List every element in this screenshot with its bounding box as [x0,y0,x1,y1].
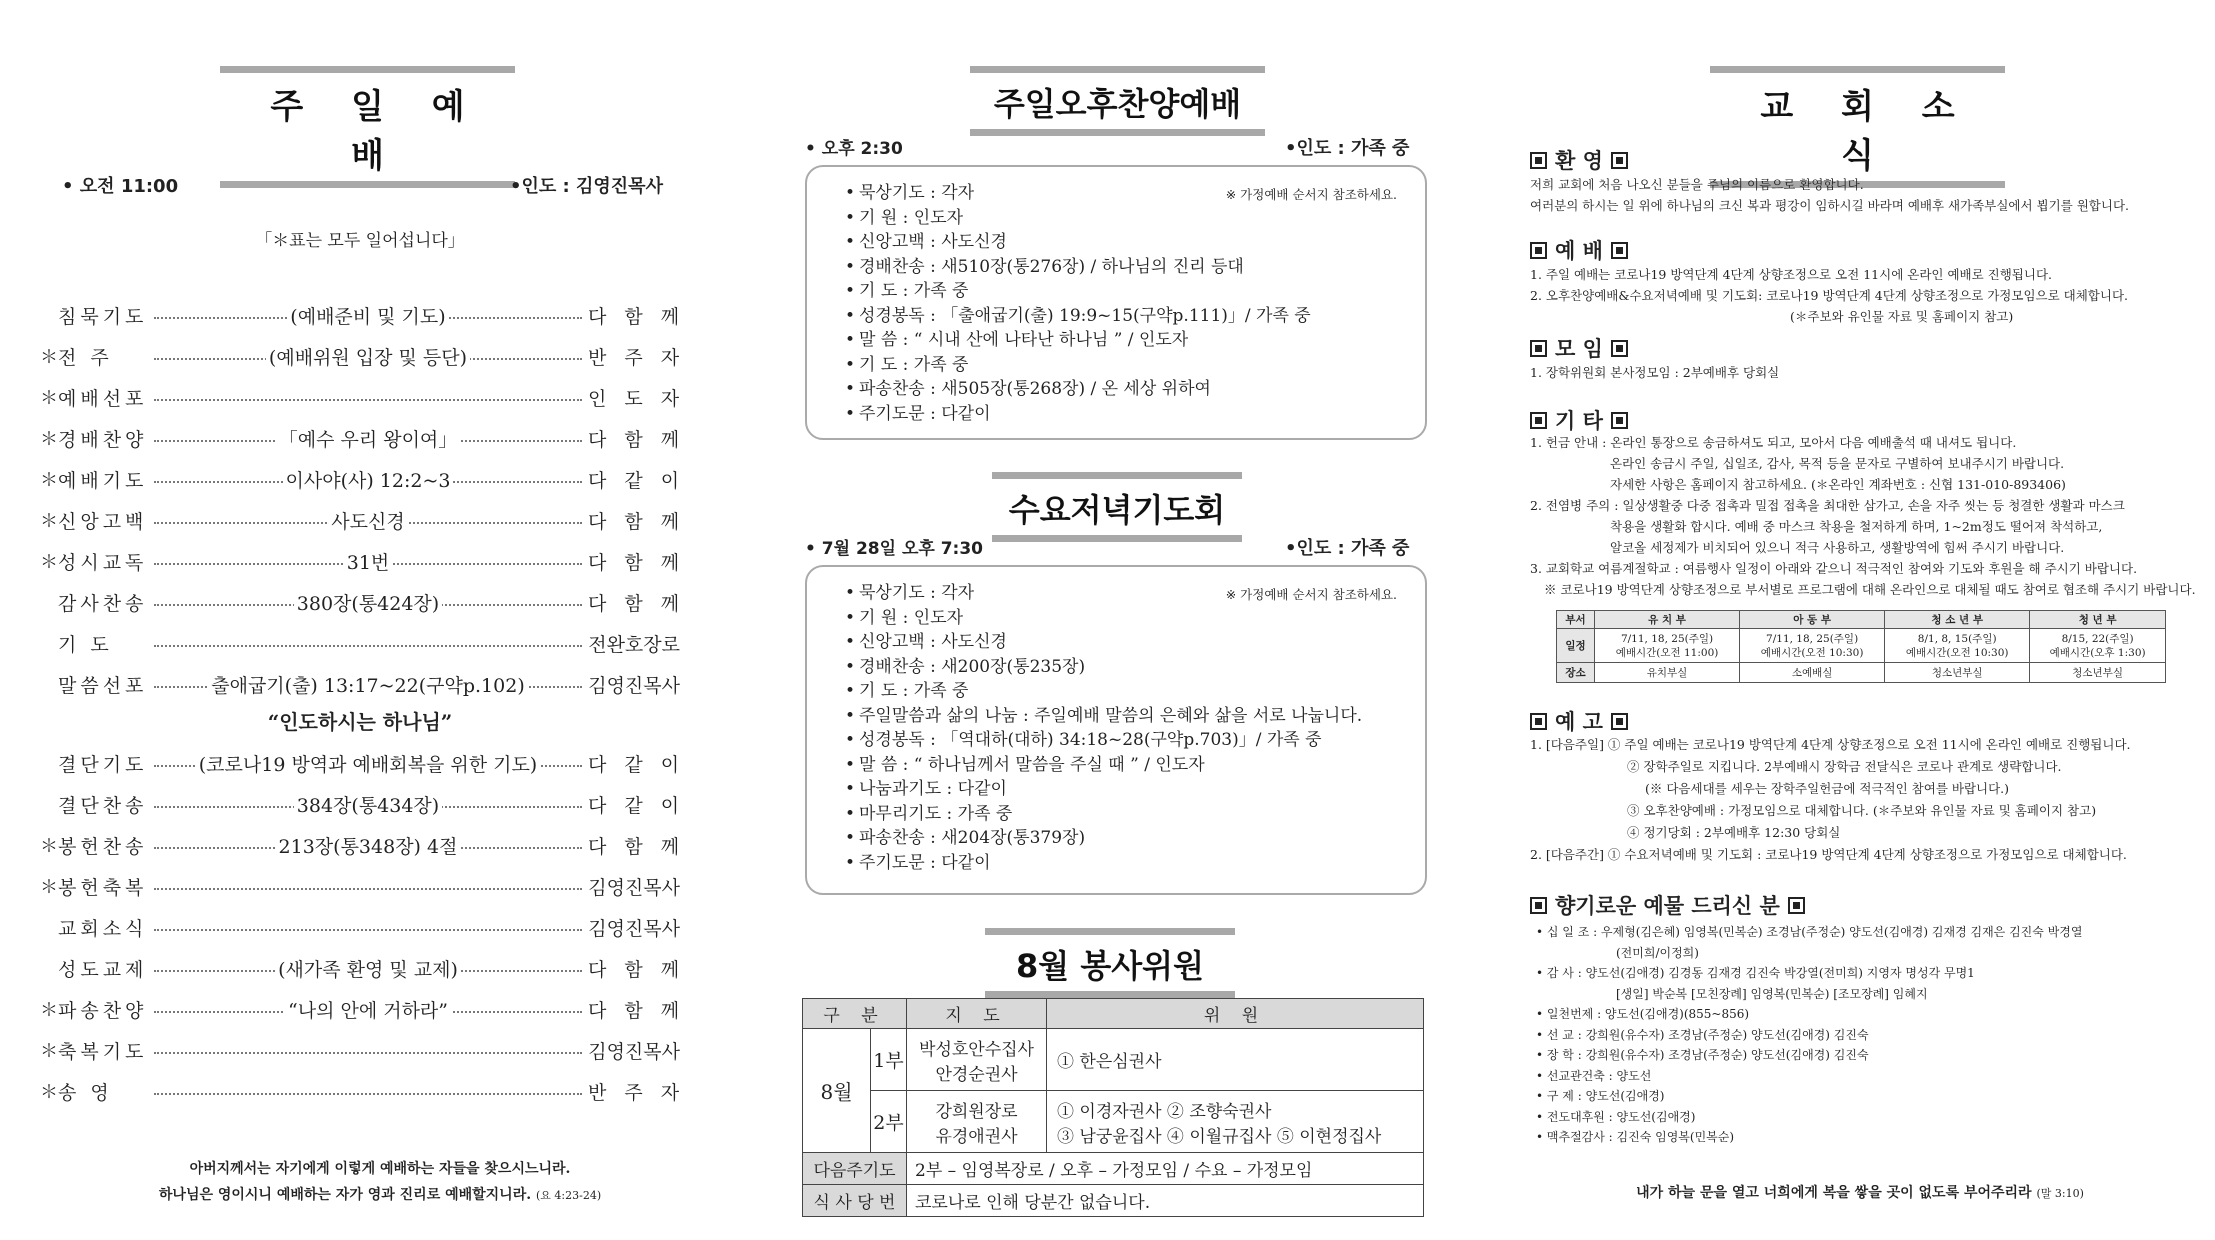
order-person: 반 주 자 [588,1081,686,1104]
order-dots [148,505,588,535]
order-name: 결단찬송 [58,794,148,817]
wednesday-title: 수요저녁기도회 [1008,491,1226,529]
square-icon [1611,242,1628,259]
sunday-time: • 오전 11:00 [62,176,179,197]
afternoon-order-item: • 신앙고백 : 사도신경 [807,230,1425,255]
offer-building: • 선교관건축 : 양도선 [1536,1068,1652,1083]
meal-duty-value: 코로나로 인해 당분간 없습니다. [907,1185,1424,1217]
square-icon [1611,713,1628,730]
order-dots [148,300,588,330]
wednesday-order-item: • 묵상기도 : 각자 [807,581,1425,606]
square-icon [1530,242,1547,259]
afternoon-title-banner [970,66,1265,136]
order-detail: (새가족 환영 및 교제) [275,955,461,982]
order-name: 신앙고백 [58,510,148,533]
order-row [40,341,686,371]
order-star: ＊ [40,836,58,857]
order-dots [148,628,588,658]
sunday-footer-line1: 아버지께서는 자기에게 이렇게 예배하는 자들을 찾으시느니라. [189,1161,571,1177]
school-header-dept: 부서 [1557,611,1595,629]
summer-school-table [1556,610,2166,683]
order-detail: 31번 [344,548,393,575]
order-row [40,423,686,453]
square-icon [1530,897,1547,914]
order-detail: 384장(통434장) [294,791,442,818]
next-prayer-value: 2부 – 임영복장로 / 오후 – 가정모임 / 수요 – 가정모임 [907,1153,1424,1185]
news-footer-text: 내가 하늘 문을 열고 너희에게 복을 쌓을 곳이 없도록 부어주리라 [1636,1185,2032,1201]
lead-1b: 안경순권사 [935,1064,1018,1085]
wednesday-title-banner [992,472,1242,542]
wednesday-order-item: • 기 도 : 가족 중 [807,679,1425,704]
order-name: 송 영 [58,1081,113,1104]
etc-line-5: 착용을 생활화 합시다. 예배 중 마스크 착용을 철저하게 하며, 1~2m정도 떨어져 착석하고, [1610,519,2103,534]
lead-2 [907,1091,1047,1153]
afternoon-order-item: • 기 도 : 가족 중 [807,279,1425,304]
lead-2a: 강희원장로 [935,1101,1018,1122]
sermon-title: “인도하시는 하나님” [267,710,453,734]
offer-thanks: • 감 사 : 양도선(김애경) 김경동 김재경 김진숙 박강열(전미희) 지영자 명성각 무명1 [1536,966,1975,980]
order-star: ＊ [40,552,58,573]
order-row [40,789,686,819]
order-star: ＊ [40,1082,58,1103]
order-person: 다 함 께 [588,305,686,328]
square-icon [1611,412,1628,429]
place-children: 소예배실 [1740,663,1885,683]
order-row [40,912,680,942]
square-icon [1611,152,1628,169]
offering-heading-text: 향기로운 예물 드리신 분 [1555,894,1780,918]
order-detail: (코로나19 방역과 예배회복을 위한 기도) [196,750,540,777]
schedule-young-adult: 8/15, 22(주일) 예배시간(오후 1:30) [2030,629,2166,663]
wednesday-order-item: • 신앙고백 : 사도신경 [807,630,1425,655]
offering-text [1536,922,2082,1148]
header-lead: 지 도 [907,999,1047,1029]
school-schedule-row [1557,629,2166,663]
school-header-row [1557,611,2166,629]
order-row [40,953,686,983]
order-name: 축복기도 [58,1040,148,1063]
welcome-line-1: 저희 교회에 처음 나오신 분들을 주님의 이름으로 환영합니다. [1530,177,1864,192]
sunday-leader: •인도 : 김영진목사 [510,176,663,197]
order-name: 결단기도 [58,753,148,776]
offer-thanks-cont: [생일] 박순복 [모친장례] 임영복(민복순) [조모장례] 임혜지 [1616,986,1928,1001]
schedule-label: 일정 [1557,629,1595,663]
wednesday-order-list [807,581,1425,875]
offer-relief: • 구 제 : 양도선(김애경) [1536,1089,1665,1103]
school-header-youth: 청 소 년 부 [1885,611,2030,629]
etc-line-7: 3. 교회학교 여름계절학교 : 여름행사 일정이 아래와 같으니 적극적인 참여와 기도와 후원을 해 주시기 바랍니다. [1530,561,2138,576]
order-dots [148,1035,588,1065]
order-name: 성도교제 [58,958,148,981]
afternoon-order-item: • 성경봉독 : 「출애굽기(출) 19:9~15(구약p.111)」/ 가족 중 [807,304,1425,329]
notice-line-5: ④ 정기당회 : 2부예배후 12:30 당회실 [1627,825,1841,840]
order-person: 반 주 자 [588,346,686,369]
wednesday-order-item: • 기 원 : 인도자 [807,606,1425,631]
order-row [40,546,686,576]
sunday-worship-column [40,0,700,1240]
wednesday-order-item: • 성경봉독 : 「역대하(대하) 34:18~28(구약p.703)」/ 가족 중 [807,728,1425,753]
etc-line-4: 2. 전염병 주의 : 일상생활중 다중 접촉과 밀접 접촉을 최대한 삼가고, 손을 자주 씻는 등 청결한 생활과 마스크 [1530,498,2125,513]
order-dots [148,423,588,453]
volunteers-title-banner [985,928,1235,998]
order-row [40,628,680,658]
lead-1a: 박성호안수집사 [919,1039,1034,1060]
order-row [40,382,686,412]
afternoon-leader: •인도 : 가족 중 [1285,138,1410,159]
wednesday-order-item: • 파송찬송 : 새204장(통379장) [807,826,1425,851]
next-prayer-label: 다음주기도 [803,1153,907,1185]
place-youth: 청소년부실 [1885,663,2030,683]
wednesday-note: ※ 가정예배 순서지 참조하세요. [1225,587,1397,602]
order-star: ＊ [40,470,58,491]
worship-line-2: 2. 오후찬양예배&수요저녁예배 및 기도회: 코로나19 방역단계 4단계 상향조정으로 가정모임으로 대체합니다. [1530,288,2129,303]
afternoon-order-item: • 파송찬송 : 새505장(통268장) / 온 세상 위하여 [807,377,1425,402]
wednesday-order-item: • 마무리기도 : 가족 중 [807,802,1425,827]
order-dots [148,587,588,617]
etc-line-8: ※ 코로나19 방역단계 상향조정으로 부서별로 프로그램에 대해 온라인으로 대체될 때도 참여로 협조해 주시기 바랍니다. [1544,582,2196,597]
order-name: 전 주 [58,346,113,369]
members-2b: ③ 남궁윤집사 ④ 이월규집사 ⑤ 이현정집사 [1057,1126,1382,1147]
order-detail: 「예수 우리 왕이여」 [276,425,461,452]
order-detail: 출애굽기(출) 13:17~22(구약p.102) [208,671,528,698]
order-detail: (예배위원 입장 및 등단) [266,343,470,370]
volunteers-row-1 [803,1029,1424,1091]
sunday-title-banner [220,66,515,188]
header-members: 위 원 [1047,999,1424,1029]
order-dots [148,748,588,778]
square-icon [1530,152,1547,169]
order-person: 다 같 이 [588,469,686,492]
meeting-line-1: 1. 장학위원회 본사정모임 : 2부예배후 당회실 [1530,365,1780,380]
month-cell: 8월 [803,1029,871,1153]
order-person: 다 함 께 [588,510,686,533]
welcome-line-2: 여러분의 하시는 일 위에 하나님의 크신 복과 평강이 임하시길 바라며 예배후 새가족부실에서 뵙기를 원합니다. [1530,198,2130,213]
afternoon-order-list [807,181,1425,426]
order-person: 다 함 께 [588,999,686,1022]
order-dots [148,1076,588,1106]
square-icon [1611,340,1628,357]
afternoon-title: 주일오후찬양예배 [993,85,1242,123]
wednesday-order-box [805,565,1427,895]
order-name: 감사찬송 [58,592,148,615]
order-star: ＊ [40,388,58,409]
notice-line-2: ② 장학주일로 지킵니다. 2부예배시 장학금 전달식은 코로나 관계로 생략합니다. [1627,759,2062,774]
afternoon-order-item: • 기 원 : 인도자 [807,206,1425,231]
order-person: 김영진목사 [588,674,680,697]
afternoon-order-item: • 주기도문 : 다같이 [807,402,1425,427]
offer-scholarship: • 장 학 : 강희원(유수자) 조경남(주정순) 양도선(김애경) 김진숙 [1536,1048,1869,1062]
afternoon-order-item: • 말 씀 : “ 시내 산에 나타난 하나님 ” / 인도자 [807,328,1425,353]
order-row [40,669,680,699]
order-row [40,748,686,778]
order-name: 교회소식 [58,917,148,940]
order-row [40,464,686,494]
offer-evangelism: • 전도대후원 : 양도선(김애경) [1536,1109,1696,1124]
order-star: ＊ [40,347,58,368]
afternoon-order-item: • 기 도 : 가족 중 [807,353,1425,378]
worship-line-3: (＊주보와 유인물 자료 및 홈페이지 참고) [1790,309,2014,324]
order-name: 기 도 [58,633,113,656]
notice-heading [1530,706,1628,736]
notice-line-6: 2. [다음주간] ① 수요저녁예배 및 기도회 : 코로나19 방역단계 4단계 상향조정으로 가정모임으로 대체합니다. [1530,847,2127,862]
order-name: 봉헌찬송 [58,835,148,858]
wednesday-order-item: • 나눔과기도 : 다같이 [807,777,1425,802]
offering-heading [1530,890,1805,920]
news-title-banner [1710,66,2005,188]
lead-2b: 유경애권사 [935,1126,1018,1147]
order-dots [148,953,588,983]
offer-harvest: • 맥추절감사 : 김진숙 임영복(민복순) [1536,1130,1735,1144]
notice-line-3: (※ 다음세대를 세우는 장학주일헌금에 적극적인 참여를 바랍니다.) [1645,781,2010,796]
church-news-column [1530,0,2196,1240]
order-dots [148,871,588,901]
order-name: 경배찬양 [58,428,148,451]
order-detail: 213장(통348장) 4절 [276,832,461,859]
worship-text [1530,264,2128,327]
order-dots [148,669,588,699]
order-row [40,300,686,330]
etc-line-6: 알코올 세정제가 비치되어 있으니 적극 사용하고, 생활방역에 힘써 주시기 바랍니다. [1610,540,2065,555]
etc-line-3: 자세한 사항은 홈페이지 참고하세요. (＊온라인 계좌번호 : 신협 131-010-893406) [1610,477,2066,492]
order-detail: 380장(통424장) [294,589,442,616]
sunday-footer [80,1156,680,1209]
members-2 [1047,1091,1424,1153]
next-prayer-row [803,1153,1424,1185]
order-dots [148,341,588,371]
worship-line-1: 1. 주일 예배는 코로나19 방역단계 4단계 상향조정으로 오전 11시에 온라인 예배로 진행됩니다. [1530,267,2052,282]
notice-line-4: ③ 오후찬양예배 : 가정모임으로 대체합니다. (＊주보와 유인물 자료 및 홈페이지 참고) [1627,803,2097,818]
schedule-children: 7/11, 18, 25(주일) 예배시간(오전 10:30) [1740,629,1885,663]
order-row [40,587,686,617]
place-label: 장소 [1557,663,1595,683]
members-1: ① 한은심권사 [1047,1029,1424,1091]
order-dots [148,994,588,1024]
wednesday-order-item: • 말 씀 : “ 하나님께서 말씀을 주실 때 ” / 인도자 [807,753,1425,778]
order-star: ＊ [40,429,58,450]
square-icon [1530,713,1547,730]
news-title: 교 회 소 식 [1760,87,1973,176]
etc-line-1: 1. 헌금 안내 : 온라인 통장으로 송금하셔도 되고, 모아서 다음 예배출석 때 내셔도 됩니다. [1530,435,2017,450]
offer-tithe: • 십 일 조 : 우제형(김은혜) 임영복(민복순) 조경남(주정순) 양도선(김애경) 김재경 김재은 김진숙 박경열 [1536,925,2083,939]
square-icon [1530,412,1547,429]
etc-text [1530,432,2196,600]
school-header-children: 아 동 부 [1740,611,1885,629]
place-kinder: 유치부실 [1595,663,1740,683]
order-detail: “나의 안에 거하라” [285,996,451,1023]
welcome-heading [1530,145,1628,175]
order-dots [148,382,588,412]
meal-duty-row [803,1185,1424,1217]
offer-thousand: • 일천번제 : 양도선(김애경)(855~856) [1536,1007,1750,1021]
etc-heading [1530,405,1628,435]
afternoon-note: ※ 가정예배 순서지 참조하세요. [1225,187,1397,202]
order-name: 말씀선포 [58,674,148,697]
middle-column [790,0,1430,1240]
order-row [40,1076,686,1106]
order-name: 예배기도 [58,469,148,492]
volunteers-header-row [803,999,1424,1029]
lead-1 [907,1029,1047,1091]
offer-mission: • 선 교 : 강희원(유수자) 조경남(주정순) 양도선(김애경) 김진숙 [1536,1027,1869,1042]
order-person: 다 함 께 [588,958,686,981]
volunteers-title: 8월 봉사위원 [1016,947,1204,985]
order-detail: 사도신경 [328,507,407,534]
order-name: 성시교독 [58,551,148,574]
order-name: 봉헌축복 [58,876,148,899]
wednesday-order-item: • 주기도문 : 다같이 [807,851,1425,876]
notice-heading-text: 예 고 [1555,710,1603,734]
wednesday-order-item: • 경배찬송 : 새200장(통235장) [807,655,1425,680]
order-star: ＊ [40,877,58,898]
order-person: 다 함 께 [588,835,686,858]
order-detail: 이사야(사) 12:2~3 [283,466,454,493]
footer-ref: (요 4:23-24) [535,1189,602,1202]
wednesday-leader: •인도 : 가족 중 [1285,538,1410,559]
members-2a: ① 이경자권사 ② 조향숙권사 [1057,1101,1272,1122]
worship-heading-text: 예 배 [1555,239,1603,263]
order-row [40,1035,680,1065]
afternoon-order-box [805,165,1427,440]
place-young-adult: 청소년부실 [2030,663,2166,683]
news-footer-ref: (말 3:10) [2036,1187,2084,1200]
volunteers-row-2 [803,1091,1424,1153]
footer-line2-text: 하나님은 영이시니 예배하는 자가 영과 진리로 예배할지니라. [158,1187,532,1203]
sunday-footer-line2 [80,1182,680,1209]
sunday-title: 주 일 예 배 [270,87,483,176]
afternoon-order-item: • 묵상기도 : 각자 [807,181,1425,206]
school-place-row [1557,663,2166,683]
square-icon [1788,897,1805,914]
schedule-kinder: 7/11, 18, 25(주일) 예배시간(오전 11:00) [1595,629,1740,663]
offer-tithe-cont: (전미희/이정희) [1616,945,1699,960]
etc-heading-text: 기 타 [1555,409,1603,433]
order-person: 다 함 께 [588,551,686,574]
notice-line-1: 1. [다음주일] ① 주일 예배는 코로나19 방역단계 4단계 상향조정으로 오전 11시에 온라인 예배로 진행됩니다. [1530,737,2131,752]
meeting-heading [1530,333,1628,363]
square-icon [1530,340,1547,357]
order-dots [148,546,588,576]
volunteers-table [802,998,1424,1217]
notice-text [1530,734,2131,866]
order-person: 김영진목사 [588,917,680,940]
order-dots [148,830,588,860]
part-2: 2부 [871,1091,907,1153]
order-row [40,994,686,1024]
meeting-text [1530,362,1779,383]
order-name: 예배선포 [58,387,148,410]
order-star: ＊ [40,511,58,532]
order-person: 다 같 이 [588,794,686,817]
wednesday-order-item: • 주일말씀과 삶의 나눔 : 주일예배 말씀의 은혜와 삶을 서로 나눕니다. [807,704,1425,729]
afternoon-order-item: • 경배찬송 : 새510장(통276장) / 하나님의 진리 등대 [807,255,1425,280]
order-row [40,830,686,860]
order-star: ＊ [40,1041,58,1062]
order-person: 다 같 이 [588,753,686,776]
news-footer [1560,1180,2160,1207]
order-dots [148,912,588,942]
welcome-text [1530,174,2129,216]
order-person: 김영진목사 [588,1040,680,1063]
schedule-youth: 8/1, 8, 15(주일) 예배시간(오전 10:30) [1885,629,2030,663]
order-person: 전완호장로 [588,633,680,656]
part-1: 1부 [871,1029,907,1091]
order-name: 침묵기도 [58,305,148,328]
order-star: ＊ [40,1000,58,1021]
wednesday-time: • 7월 28일 오후 7:30 [805,539,983,559]
order-person: 다 함 께 [588,428,686,451]
order-name: 파송찬양 [58,999,148,1022]
school-header-young-adult: 청 년 부 [2030,611,2166,629]
school-header-kinder: 유 치 부 [1595,611,1740,629]
order-detail: (예배준비 및 기도) [287,302,448,329]
meal-duty-label: 식 사 당 번 [803,1185,907,1217]
afternoon-time: • 오후 2:30 [805,139,903,159]
worship-heading [1530,235,1628,265]
order-row [40,871,680,901]
order-person: 김영진목사 [588,876,680,899]
stand-note: 「＊표는 모두 일어섭니다」 [255,231,465,251]
order-dots [148,789,588,819]
order-person: 인 도 자 [588,387,686,410]
welcome-heading-text: 환 영 [1555,149,1603,173]
order-row [40,505,686,535]
meeting-heading-text: 모 임 [1555,337,1603,361]
order-dots [148,464,588,494]
etc-line-2: 온라인 송금시 주일, 십일조, 감사, 목적 등을 문자로 구별하여 보내주시기 바랍니다. [1610,456,2065,471]
order-person: 다 함 께 [588,592,686,615]
header-category: 구 분 [803,999,907,1029]
